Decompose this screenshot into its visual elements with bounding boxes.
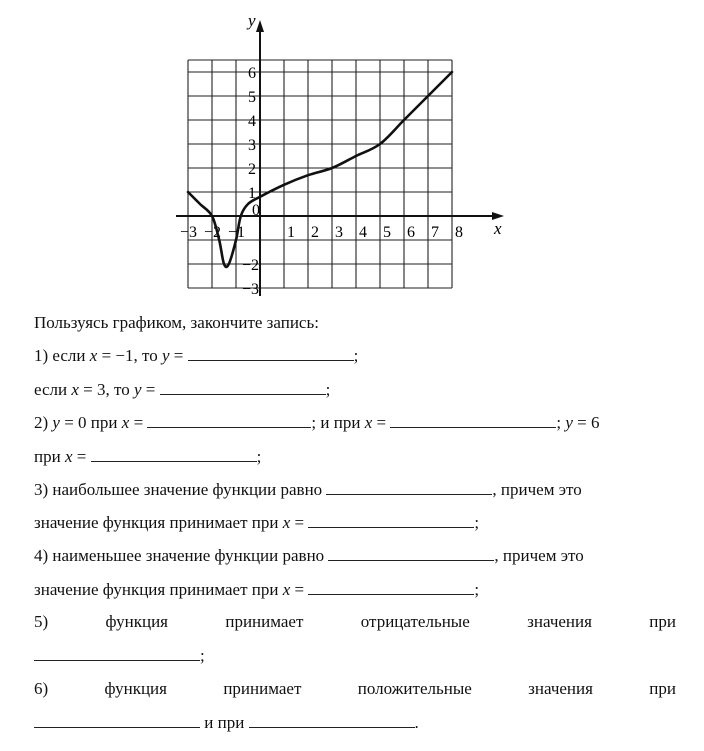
y-tick-label: 3 [248, 137, 256, 154]
x-tick-label: 3 [335, 224, 343, 241]
x-tick-label: 7 [431, 224, 439, 241]
axes [176, 20, 504, 296]
x-tick-label: −2 [204, 224, 222, 241]
y-tick-label: 6 [248, 65, 256, 82]
answer-blank[interactable] [308, 580, 474, 595]
y-tick-label: 5 [248, 89, 256, 106]
question-4a: 4) наименьшее значение функции равно , причем это [34, 546, 584, 565]
y-tick-label: 2 [248, 161, 256, 178]
x-tick-label: 1 [287, 224, 295, 241]
answer-blank[interactable] [328, 546, 494, 561]
answer-blank[interactable] [147, 413, 311, 428]
y-tick-label: −3 [242, 281, 260, 298]
question-1b: если x = 3, то y = ; [34, 380, 331, 399]
answer-blank[interactable] [160, 380, 326, 395]
x-tick-label: 5 [383, 224, 391, 241]
answer-blank[interactable] [91, 447, 257, 462]
question-2a: 2) y = 0 при x = ; и при x = ; y = 6 [34, 413, 600, 432]
origin-label: 0 [252, 202, 260, 219]
answer-blank[interactable] [326, 480, 492, 495]
x-tick-label: 4 [359, 224, 367, 241]
function-graph [0, 0, 704, 305]
y-axis-label: y [248, 11, 256, 30]
x-tick-label: 2 [311, 224, 319, 241]
question-5b: ; [34, 646, 205, 666]
x-tick-label: −3 [180, 224, 198, 241]
x-tick-label: 6 [407, 224, 415, 241]
answer-blank[interactable] [188, 346, 354, 361]
question-3b: значение функция принимает при x = ; [34, 513, 480, 532]
answer-blank[interactable] [249, 713, 415, 728]
y-tick-label: 1 [248, 185, 256, 202]
question-2b: при x = ; [34, 447, 262, 466]
question-4b: значение функция принимает при x = ; [34, 580, 480, 599]
y-axis-arrow [256, 20, 264, 32]
answer-blank[interactable] [34, 713, 200, 728]
grid [188, 60, 452, 288]
question-1a: 1) если x = −1, то y = ; [34, 346, 359, 365]
x-axis-label: x [494, 219, 502, 238]
y-tick-label: 4 [248, 113, 256, 130]
y-tick-label: −2 [242, 257, 260, 274]
question-6a: 6) функция принимает положительные значения при [34, 679, 676, 698]
x-tick-label: 8 [455, 224, 463, 241]
answer-blank[interactable] [308, 513, 474, 528]
answer-blank[interactable] [390, 413, 556, 428]
question-3a: 3) наибольшее значение функции равно , причем это [34, 480, 582, 499]
question-5a: 5) функция принимает отрицательные значения при [34, 612, 676, 631]
intro-text: Пользуясь графиком, закончите запись: [34, 313, 319, 332]
answer-blank[interactable] [34, 646, 200, 661]
question-6b: и при . [34, 713, 419, 733]
x-tick-label: −1 [228, 224, 246, 241]
